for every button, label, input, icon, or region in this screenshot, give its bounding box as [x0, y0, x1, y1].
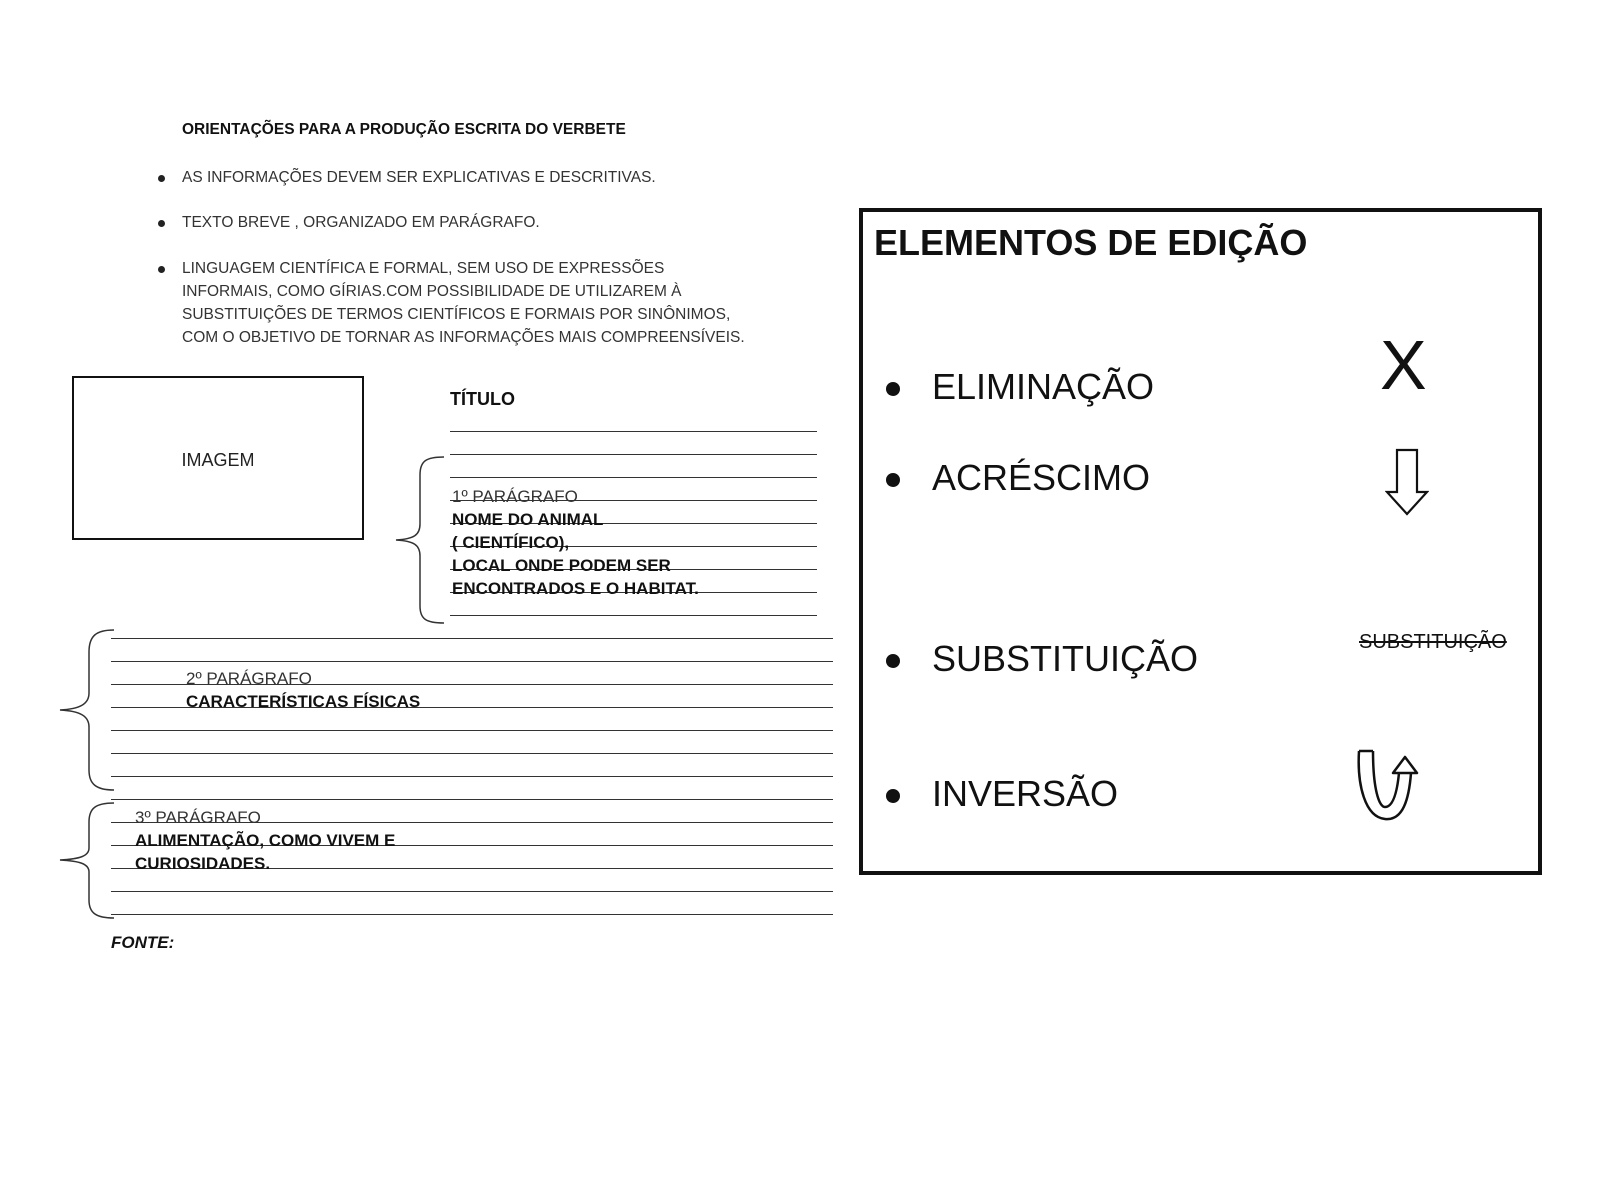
paragraph1-line: NOME DO ANIMAL	[452, 510, 604, 529]
paragraph3-line: ALIMENTAÇÃO, COMO VIVEM E	[135, 831, 396, 850]
paragraph3-brace	[60, 803, 114, 918]
edit-bullet-dot	[886, 789, 900, 803]
x-mark-icon: X	[1380, 326, 1427, 404]
guideline-item: AS INFORMAÇÕES DEVEM SER EXPLICATIVAS E DESCRITIVAS.	[182, 169, 656, 186]
paragraph1-line: ENCONTRADOS E O HABITAT.	[452, 579, 699, 598]
paragraph2-title: 2º PARÁGRAFO	[186, 669, 312, 688]
paragraph1-brace	[396, 457, 444, 623]
guidelines-heading: ORIENTAÇÕES PARA A PRODUÇÃO ESCRITA DO VERBETE	[182, 121, 626, 138]
paragraph2-line: CARACTERÍSTICAS FÍSICAS	[186, 692, 421, 711]
edit-item-addition: ACRÉSCIMO	[932, 457, 1151, 498]
edit-item-inversion: INVERSÃO	[932, 773, 1119, 814]
source-label: FONTE:	[111, 933, 175, 952]
edit-bullet-dot	[886, 473, 900, 487]
paragraph1-title: 1º PARÁGRAFO	[452, 487, 578, 506]
edit-bullet-dot	[886, 382, 900, 396]
editing-panel-title: ELEMENTOS DE EDIÇÃO	[874, 222, 1308, 263]
title-label: TÍTULO	[450, 389, 515, 409]
paragraph3-title: 3º PARÁGRAFO	[135, 808, 261, 827]
down-arrow-icon	[1385, 448, 1429, 516]
paragraph1-line: ( CIENTÍFICO),	[452, 533, 570, 552]
paragraph-braces	[0, 0, 860, 960]
paragraph3-line: CURIOSIDADES.	[135, 854, 271, 873]
paragraph2-brace	[60, 630, 114, 790]
guideline-item: LINGUAGEM CIENTÍFICA E FORMAL, SEM USO DE EXPRESSÕES INFORMAIS, COMO GÍRIAS.COM POSSIBILIDADE DE UTILIZAREM À SUBSTITUIÇÕES DE TERMOS CIENTÍFICOS E FORMAIS POR SINÔNIMOS, COM O OBJETIVO DE TORNAR AS INFORMAÇÕES MAIS COMPREENSÍVEIS.	[182, 260, 745, 346]
paragraph1-line: LOCAL ONDE PODEM SER	[452, 556, 671, 575]
u-turn-arrow-icon	[1355, 745, 1435, 825]
edit-bullet-dot	[886, 654, 900, 668]
guideline-item: TEXTO BREVE , ORGANIZADO EM PARÁGRAFO.	[182, 214, 540, 231]
strikethrough-word: SUBSTITUIÇÃO	[1359, 631, 1507, 653]
image-label: IMAGEM	[181, 450, 255, 470]
edit-item-elimination: ELIMINAÇÃO	[932, 366, 1155, 407]
edit-item-substitution: SUBSTITUIÇÃO	[932, 638, 1199, 679]
